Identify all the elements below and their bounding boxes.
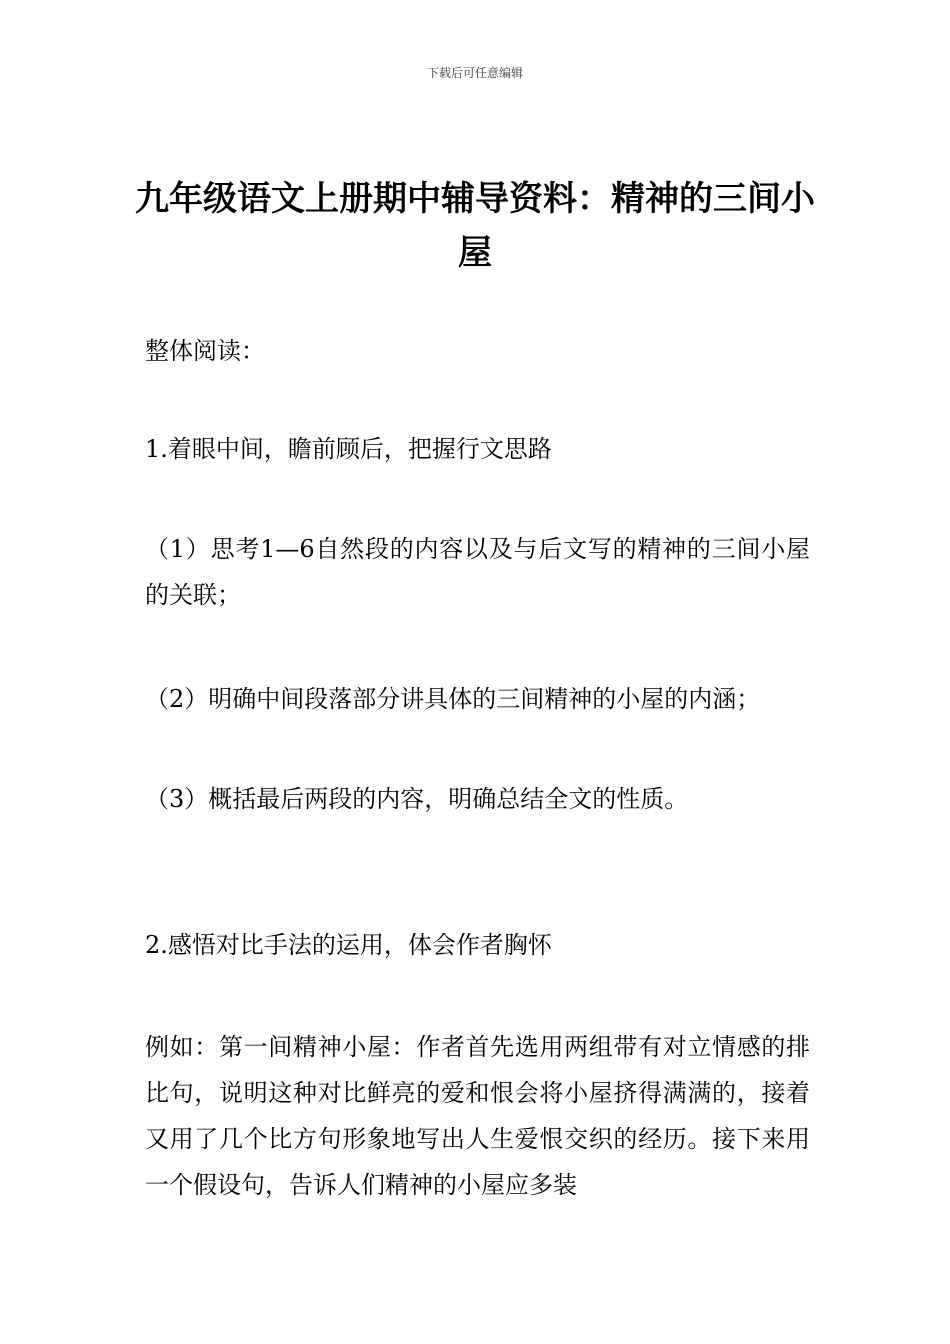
- document-title: 九年级语文上册期中辅导资料：精神的三间小屋: [135, 179, 815, 273]
- example-paragraph: 例如：第一间精神小屋：作者首先选用两组带有对立情感的排比句，说明这种对比鲜亮的爱和恨会将小屋挤得满满的，接着又用了几个比方句形象地写出人生爱恨交织的经历。接下来用一个假设句，告诉人们精神的小屋应多装: [145, 1033, 810, 1199]
- item-1-heading: 1.着眼中间，瞻前顾后，把握行文思路: [145, 435, 552, 463]
- item-2-heading: 2.感悟对比手法的运用，体会作者胸怀: [145, 931, 552, 959]
- item-1-sub-2: （2）明确中间段落部分讲具体的三间精神的小屋的内涵；: [145, 685, 761, 713]
- item-1-sub-3: （3）概括最后两段的内容，明确总结全文的性质。: [145, 785, 689, 813]
- section-heading: 整体阅读：: [145, 337, 265, 365]
- item-1-sub-1: （1）思考1—6自然段的内容以及与后文写的精神的三间小屋的关联；: [145, 535, 810, 609]
- page-header-note: 下载后可任意编辑: [426, 66, 523, 80]
